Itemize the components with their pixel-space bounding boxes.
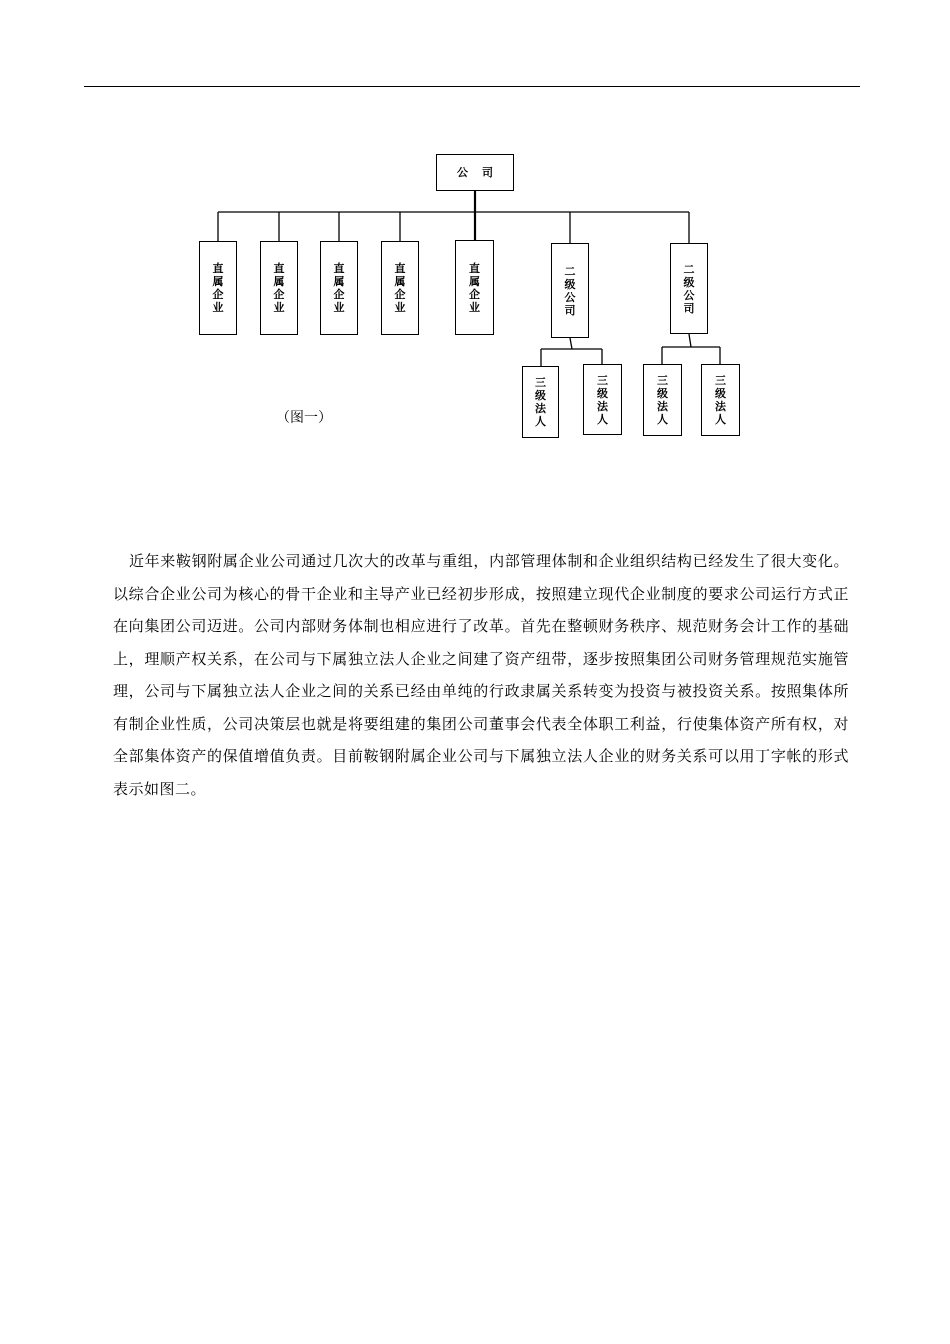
direct-enterprise-label: 直属企业	[333, 262, 345, 314]
tertiary-legal-entity-box	[643, 364, 682, 436]
direct-enterprise-label: 直属企业	[394, 262, 406, 314]
direct-enterprise-box	[260, 241, 298, 335]
tertiary-legal-entity-label: 三级法人	[657, 374, 668, 426]
org-chart-connectors	[0, 0, 950, 460]
direct-enterprise-label: 直属企业	[273, 262, 285, 314]
tertiary-legal-entity-box	[701, 364, 740, 436]
direct-enterprise-label: 直属企业	[469, 261, 480, 314]
org-root-box	[436, 154, 514, 191]
tertiary-legal-entity-box	[522, 366, 559, 438]
figure-caption: （图一）	[276, 410, 332, 426]
org-root-label: 公司	[457, 166, 507, 179]
secondary-company-label: 二级公司	[564, 264, 576, 317]
tertiary-legal-entity-label: 三级法人	[535, 376, 546, 428]
secondary-company-label: 二级公司	[683, 262, 695, 315]
direct-enterprise-box	[199, 241, 237, 335]
tertiary-legal-entity-label: 三级法人	[597, 373, 608, 426]
direct-enterprise-box	[381, 241, 419, 335]
body-paragraph: 近年来鞍钢附属企业公司通过几次大的改革与重组，内部管理体制和企业组织结构已经发生了很大变化。以综合企业公司为核心的骨干企业和主导产业已经初步形成，按照建立现代企业制度的要求公司运行方式正在向集团公司迈进。公司内部财务体制也相应进行了改革。首先在整顿财务秩序、规范财务会计工作的基础上，理顺产权关系，在公司与下属独立法人企业之间建了资产纽带，逐步按照集团公司财务管理规范实施管理，公司与下属独立法人企业之间的关系已经由单纯的行政隶属关系转变为投资与被投资关系。按照集体所有制企业性质，公司决策层也就是将要组建的集团公司董事会代表全体职工利益，行使集体资产所有权，对全部集体资产的保值增值负责。目前鞍钢附属企业公司与下属独立法人企业的财务关系可以用丁字帐的形式表示如图二。	[113, 552, 849, 798]
tertiary-legal-entity-box	[583, 364, 622, 435]
direct-enterprise-box	[455, 240, 494, 335]
secondary-company-box	[551, 243, 589, 338]
secondary-company-box	[670, 243, 708, 334]
direct-enterprise-box	[320, 241, 358, 335]
tertiary-legal-entity-label: 三级法人	[715, 374, 726, 426]
org-chart	[0, 0, 950, 460]
direct-enterprise-label: 直属企业	[212, 262, 224, 314]
